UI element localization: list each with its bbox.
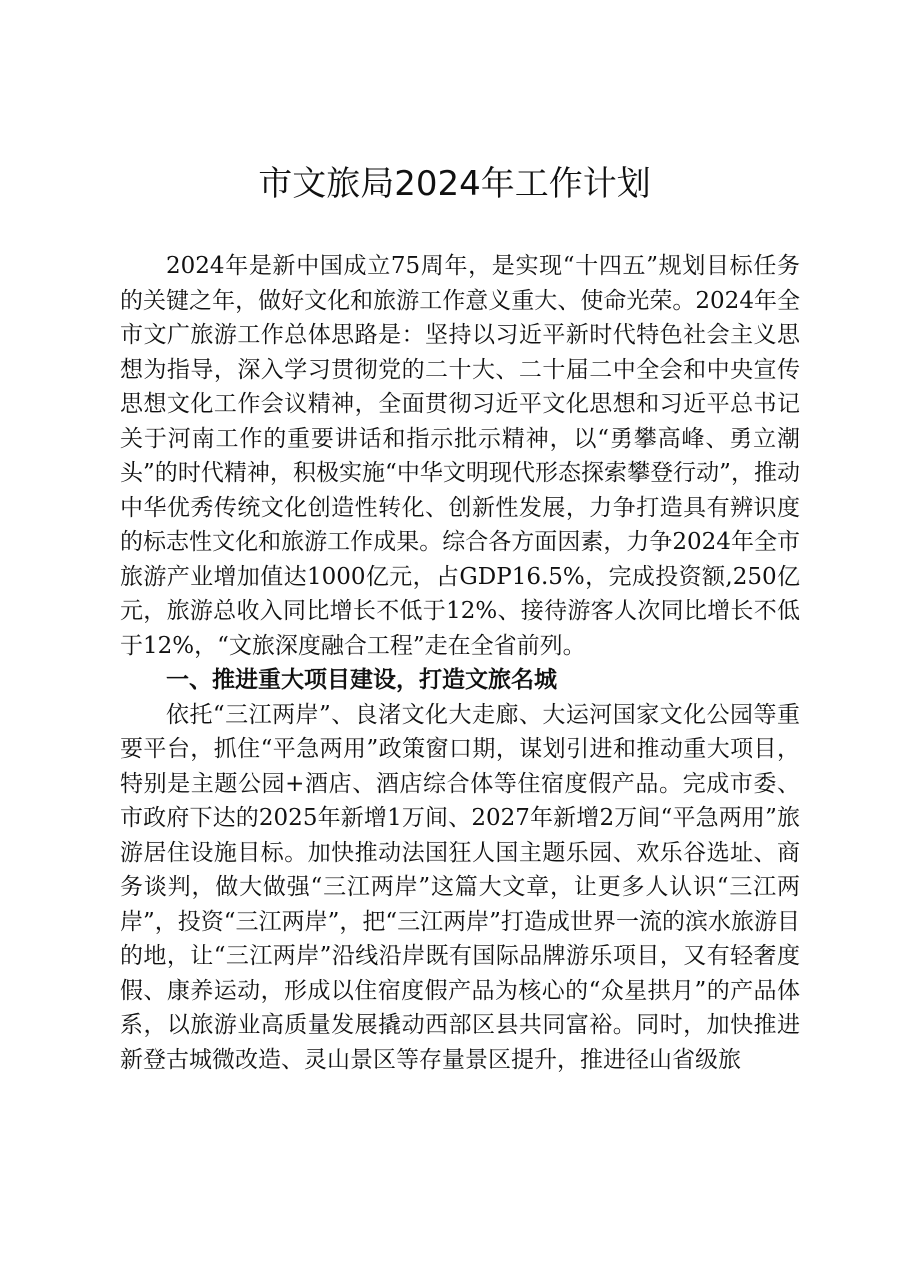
- paragraph: 依托“三江两岸”、良渚文化大走廊、大运河国家文化公园等重要平台，抓住“平急两用”政策窗口期，谋划引进和推动重大项目，特别是主题公园+酒店、酒店综合体等住宿度假产品。完成市委、市政府下达的2025年新增1万间、2027年新增2万间“平急两用”旅游居住设施目标。加快推动法国狂人国主题乐园、欢乐谷选址、商务谈判，做大做强“三江两岸”这篇大文章，让更多人认识“三江两岸”，投资“三江两岸”，把“三江两岸”打造成世界一流的滨水旅游目的地，让“三江两岸”沿线沿岸既有国际品牌游乐项目，又有轻奢度假、康养运动，形成以住宿度假产品为核心的“众星拱月”的产品体系，以旅游业高质量发展撬动西部区县共同富裕。同时，加快推进新登古城微改造、灵山景区等存量景区提升，推进径山省级旅: [120, 701, 800, 1073]
- section-heading: 一、推进重大项目建设，打造文旅名城: [166, 667, 557, 693]
- document-body: [120, 249, 800, 1077]
- paragraph: 2024年是新中国成立75周年，是实现“十四五”规划目标任务的关键之年，做好文化和旅游工作意义重大、使命光荣。2024年全市文广旅游工作总体思路是：坚持以习近平新时代特色社会主义思想为指导，深入学习贯彻党的二十大、二十届二中全会和中央宣传思想文化工作会议精神，全面贯彻习近平文化思想和习近平总书记关于河南工作的重要讲话和指示批示精神，以“勇攀高峰、勇立潮头”的时代精神，积极实施“中华文明现代形态探索攀登行动”，推动中华优秀传统文化创造性转化、创新性发展，力争打造具有辨识度的标志性文化和旅游工作成果。综合各方面因素，力争2024年全市旅游产业增加值达1000亿元，占GDP16.5%，完成投资额,250亿元，旅游总收入同比增长不低于12%、接待游客人次同比增长不低于12%，“文旅深度融合工程”走在全省前列。: [120, 253, 800, 659]
- document-title: 市文旅局2024年工作计划: [258, 164, 651, 204]
